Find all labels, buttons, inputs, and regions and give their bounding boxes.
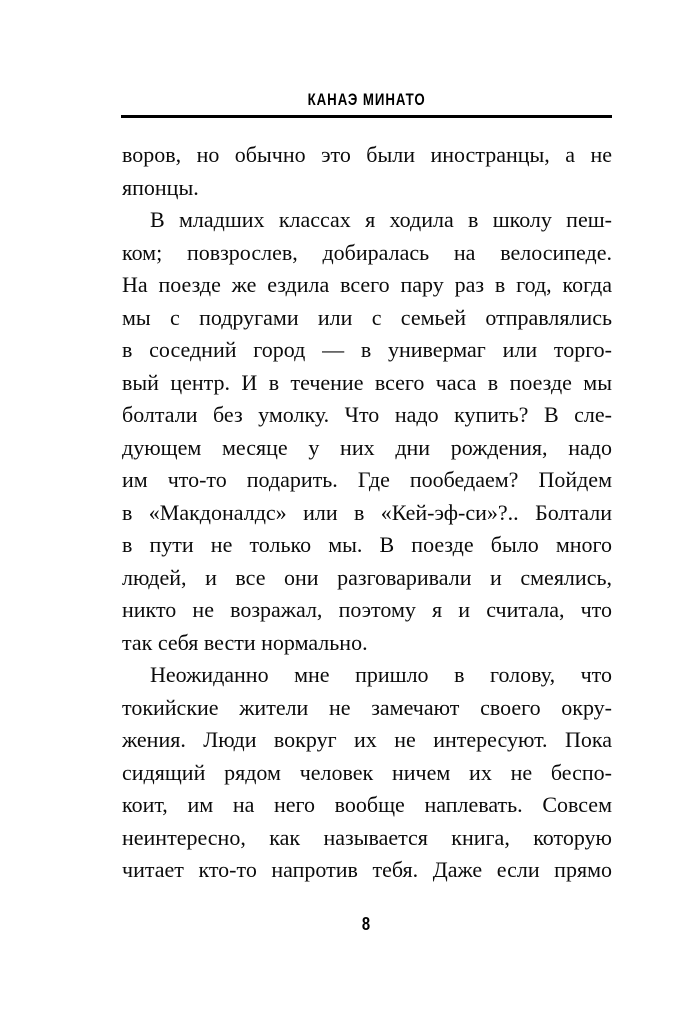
page-number-text: 8 xyxy=(362,914,371,934)
text-line: токийские жители не замечают своего окру- xyxy=(122,694,612,720)
page-number xyxy=(121,914,612,935)
text-line: в пути не только мы. В поезде было много xyxy=(122,532,612,557)
text-line: дующем месяце у них дни рождения, надо xyxy=(122,434,612,460)
text-line: неинтересно, как называется книга, которую xyxy=(122,824,612,850)
text-line: никто не возражал, поэтому я и считала, что xyxy=(122,597,612,622)
text-line: ком; повзрослев, добиралась на велосипеде. xyxy=(122,239,612,265)
text-line: читает кто-то напротив тебя. Даже если прямо xyxy=(122,857,612,882)
text-block xyxy=(122,139,612,887)
text-line: в «Макдоналдс» или в «Кей-эф-си»?.. Болтали xyxy=(122,499,612,525)
text-line: им что-то подарить. Где пообедаем? Пойдем xyxy=(122,467,612,492)
text-line: болтали без умолку. Что надо купить? В сле- xyxy=(122,402,612,427)
text-line: так себя вести нормально. xyxy=(122,629,368,655)
text-line: В младших классах я ходила в школу пеш- xyxy=(150,207,612,232)
header-rule xyxy=(121,115,612,118)
text-line: воров, но обычно это были иностранцы, а не xyxy=(122,142,612,167)
author-name: КАНАЭ МИНАТО xyxy=(307,90,426,109)
text-line: жения. Люди вокруг их не интересуют. Пока xyxy=(122,727,612,752)
text-line: сидящий рядом человек ничем их не беспо- xyxy=(122,759,612,785)
running-header xyxy=(121,91,612,109)
text-line: мы с подругами или с семьей отправлялись xyxy=(122,304,612,330)
text-line: в соседний город — в универмаг или торго- xyxy=(122,337,612,362)
text-line: вый центр. И в течение всего часа в поезде мы xyxy=(122,369,612,395)
text-line: На поезде же ездила всего пару раз в год, когда xyxy=(122,272,612,297)
text-line: японцы. xyxy=(122,174,199,200)
text-line: Неожиданно мне пришло в голову, что xyxy=(150,662,612,687)
text-line: людей, и все они разговаривали и смеялись, xyxy=(122,564,612,590)
text-line: коит, им на него вообще наплевать. Совсем xyxy=(122,792,612,817)
